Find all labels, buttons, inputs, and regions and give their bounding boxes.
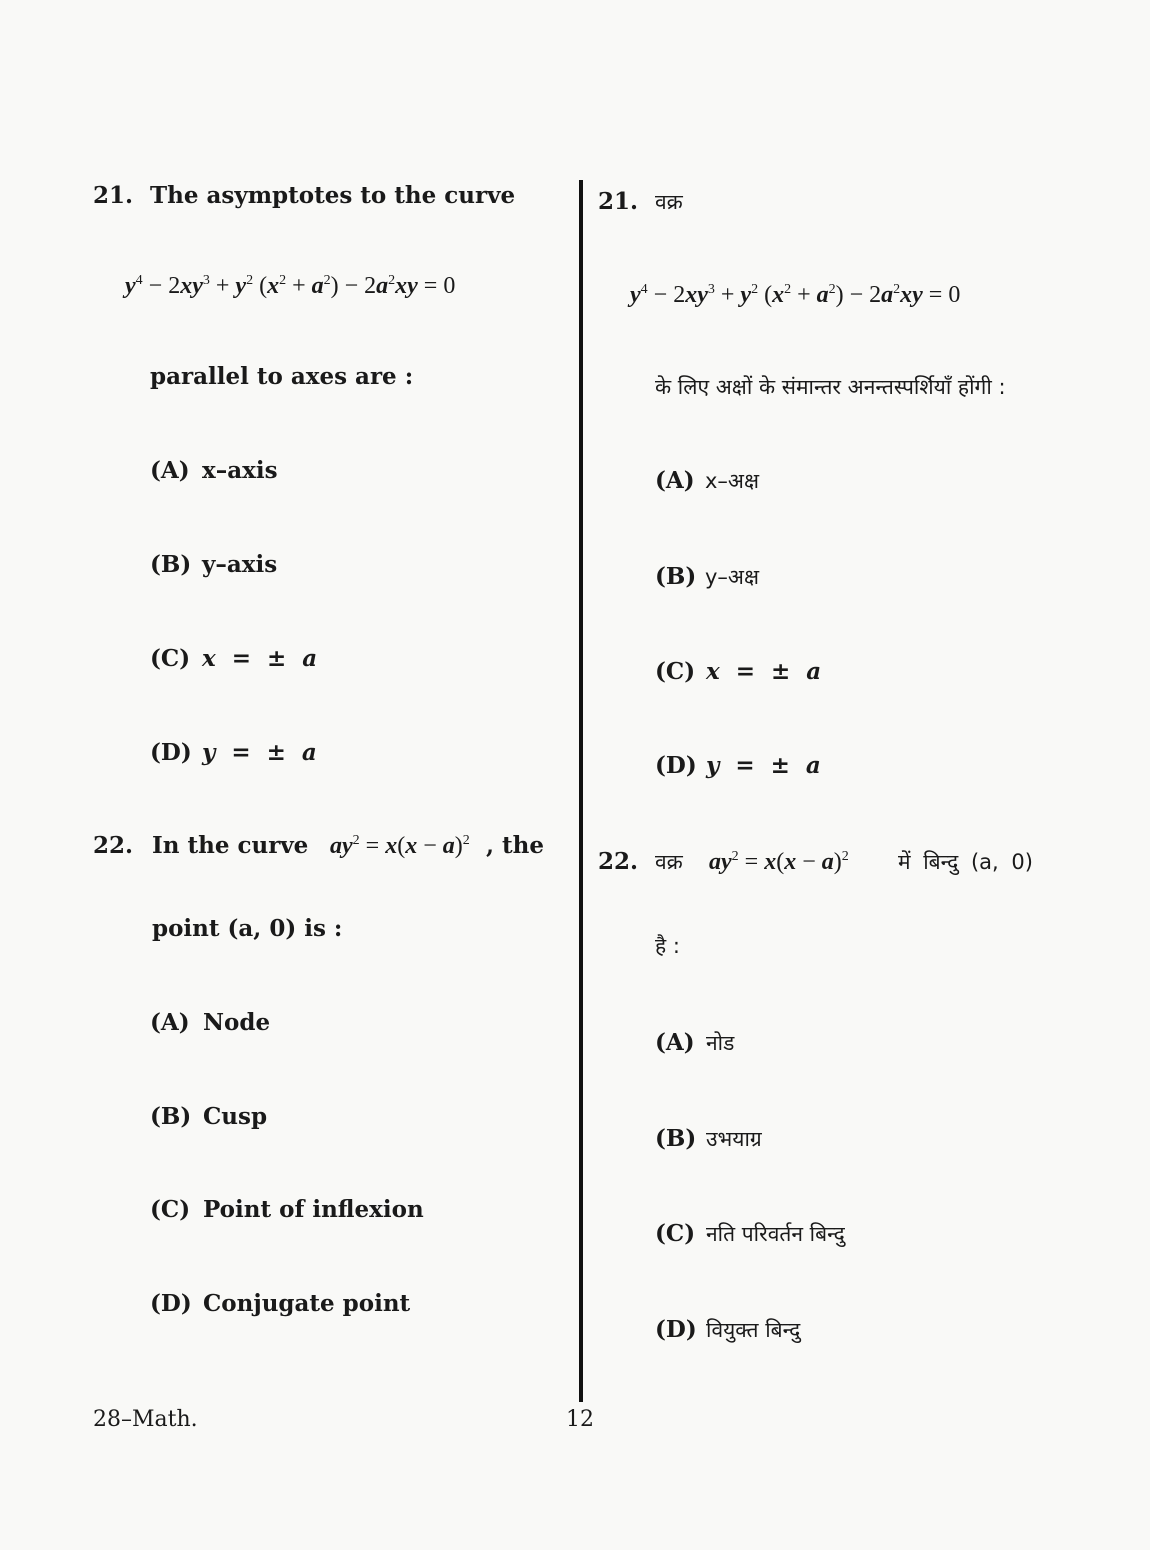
q22-equation-hi: $ay^2 = x(x - a)^2$ — [709, 849, 849, 875]
q21-option-b-text-en: y–axis — [202, 551, 278, 578]
q21-option-b-label-hi: (B) — [655, 563, 697, 590]
q22-tail-hi: है : — [655, 934, 680, 958]
q21-stem-hi: वक्र — [655, 190, 683, 214]
column-divider — [579, 180, 583, 1402]
q21-option-d-label-en: (D) — [150, 739, 192, 766]
q21-equation-hi: $y^4 - 2xy^3 + y^2$ $(x^2 + a^2) - 2a^2xy = 0$ — [630, 282, 961, 308]
q21-option-a-text-en: x–axis — [202, 457, 278, 484]
q21-option-c-label-en: (C) — [150, 645, 191, 672]
q21-tail-en: parallel to axes are : — [150, 363, 414, 390]
q22-option-a-label-en: (A) — [150, 1009, 190, 1036]
q21-option-b-label-en: (B) — [150, 551, 192, 578]
q21-option-c-text-hi: x = ± a — [706, 658, 822, 685]
q22-option-d-text-en: Conjugate point — [203, 1290, 411, 1317]
q22-number-hi: 22. — [598, 848, 639, 875]
q22-option-a-text-en: Node — [203, 1009, 271, 1036]
q22-option-b-text-en: Cusp — [203, 1103, 268, 1130]
q22-option-b-text-hi: उभयाग्र — [706, 1127, 762, 1151]
q22-option-c-label-hi: (C) — [655, 1220, 696, 1247]
q21-option-c-label-hi: (C) — [655, 658, 696, 685]
footer-paper-code: 28–Math. — [93, 1407, 198, 1432]
q22-option-a-label-hi: (A) — [655, 1029, 695, 1056]
q21-option-a-text-hi: x–अक्ष — [705, 469, 760, 493]
q22-option-d-label-en: (D) — [150, 1290, 192, 1317]
q21-option-a-label-en: (A) — [150, 457, 190, 484]
q22-stem-post-hi: में बिन्दु (a, 0) — [898, 850, 1033, 874]
q22-tail-en: point (a, 0) is : — [152, 915, 343, 942]
q21-option-d-label-hi: (D) — [655, 752, 697, 779]
q22-option-c-label-en: (C) — [150, 1196, 191, 1223]
q22-option-a-text-hi: नोड — [706, 1031, 735, 1055]
q22-number-en: 22. — [93, 832, 134, 859]
q21-number-en: 21. — [93, 182, 134, 209]
q21-stem-en: The asymptotes to the curve — [150, 182, 516, 209]
q22-option-b-label-en: (B) — [150, 1103, 192, 1130]
q22-option-d-label-hi: (D) — [655, 1316, 697, 1343]
q21-option-d-text-hi: y = ± a — [706, 752, 821, 779]
q21-number-hi: 21. — [598, 188, 639, 215]
q22-option-c-text-hi: नति परिवर्तन बिन्दु — [706, 1222, 845, 1246]
q22-equation-en: $ay^2 = x(x - a)^2$ — [330, 833, 470, 859]
q22-option-d-text-hi: वियुक्त बिन्दु — [706, 1318, 801, 1342]
q22-option-c-text-en: Point of inflexion — [203, 1196, 424, 1223]
q21-option-a-label-hi: (A) — [655, 467, 695, 494]
q21-option-b-text-hi: y–अक्ष — [705, 565, 760, 589]
q22-stem-pre-hi: वक्र — [655, 850, 683, 874]
q22-option-b-label-hi: (B) — [655, 1125, 697, 1152]
q21-equation-en: $y^4 - 2xy^3 + y^2$ $(x^2 + a^2) - 2a^2xy = 0$ — [125, 273, 456, 299]
q21-tail-hi: के लिए अक्षों के संमान्तर अनन्तस्पर्शियाँ होंगी : — [655, 375, 1006, 399]
q22-stem-pre-en: In the curve — [152, 832, 309, 859]
footer-page-number: 12 — [566, 1407, 594, 1432]
q22-stem-post-en: , the — [486, 832, 544, 859]
q21-option-c-text-en: x = ± a — [202, 645, 318, 672]
q21-option-d-text-en: y = ± a — [202, 739, 317, 766]
